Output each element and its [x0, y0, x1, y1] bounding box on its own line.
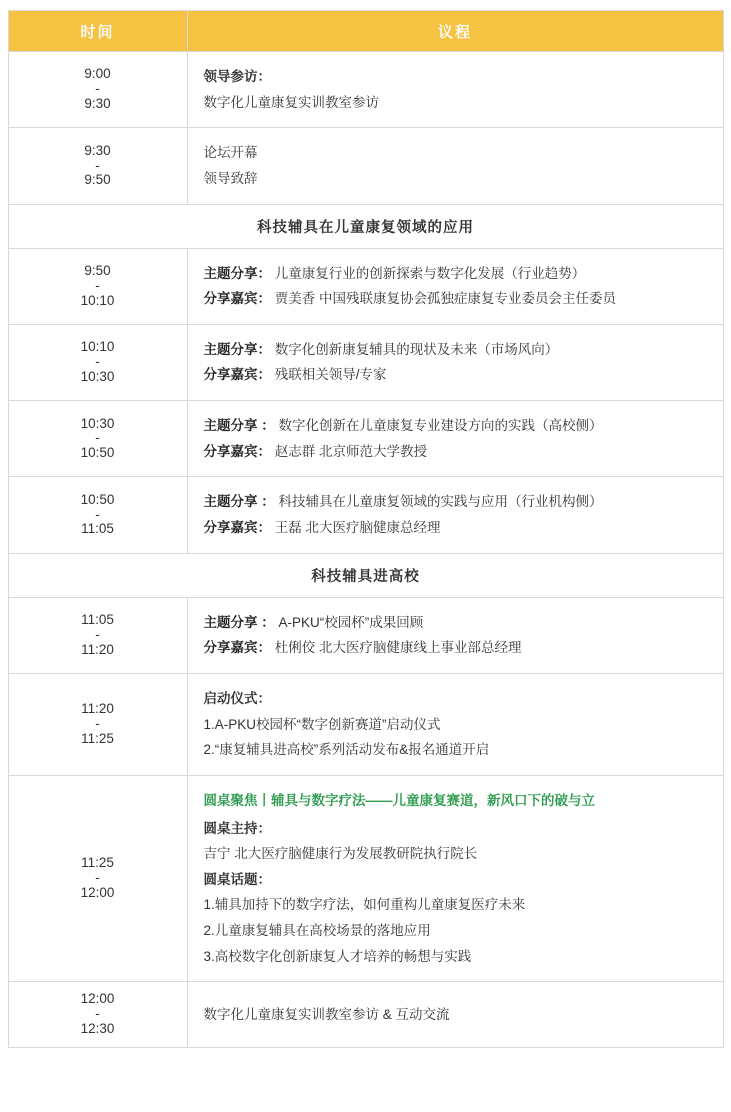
time-end: 10:30: [80, 368, 115, 384]
time-separator: -: [95, 506, 100, 522]
agenda-line: [204, 362, 707, 388]
time-start: 10:50: [80, 491, 115, 507]
time-start: 11:20: [81, 701, 114, 717]
agenda-cell: [187, 982, 723, 1048]
table-row: [8, 401, 723, 477]
table-row: [8, 673, 723, 775]
table-row: [8, 982, 723, 1048]
agenda-line-label: 分享嘉宾：: [203, 640, 271, 656]
agenda-line-label: 分享嘉宾：: [203, 291, 271, 307]
table-row: [8, 128, 723, 204]
agenda-line: [204, 413, 707, 439]
agenda-cell: [187, 597, 723, 673]
time-separator: -: [95, 277, 100, 293]
agenda-line-label: 分享嘉宾：: [203, 443, 271, 459]
time-end: 12:00: [80, 885, 115, 901]
agenda-line: [204, 635, 707, 661]
agenda-line-text: 残联相关领导/专家: [274, 367, 387, 383]
agenda-line: 圆桌话题：: [203, 871, 271, 887]
time-end: 9:50: [84, 172, 111, 188]
time-cell: [8, 673, 187, 775]
table-row: [8, 248, 723, 324]
time-start: 9:30: [84, 142, 111, 158]
time-cell: [8, 324, 187, 400]
agenda-line-text: 贾美香 中国残联康复协会孤独症康复专业委员会主任委员: [274, 291, 617, 307]
agenda-line: 启动仪式：: [203, 690, 271, 706]
agenda-line: 数字化儿童康复实训教室参访 & 互动交流: [203, 1006, 450, 1022]
time-start: 11:25: [81, 855, 114, 871]
agenda-line-text: A-PKU“校园杯”成果回顾: [278, 614, 424, 630]
agenda-line: [204, 337, 707, 363]
agenda-line-text: 王磊 北大医疗脑健康总经理: [274, 520, 441, 536]
time-start: 11:05: [81, 612, 114, 628]
table-row: [8, 52, 723, 128]
time-cell: [8, 128, 187, 204]
column-header-agenda: 议程: [187, 11, 723, 52]
table-row: [8, 775, 723, 981]
time-separator: -: [95, 81, 100, 97]
table-row: [8, 597, 723, 673]
agenda-line-label: 分享嘉宾：: [203, 520, 271, 536]
section-title: 科技辅具在儿童康复领域的应用: [8, 204, 723, 248]
agenda-line-label: 主题分享 ：: [203, 418, 275, 434]
agenda-line-label: 主题分享：: [203, 341, 271, 357]
agenda-line-label: 分享嘉宾：: [203, 367, 271, 383]
header-row: [8, 11, 723, 52]
time-separator: -: [95, 1006, 100, 1022]
time-end: 10:50: [80, 445, 115, 461]
time-start: 9:50: [84, 262, 111, 278]
agenda-line: 论坛开幕: [203, 145, 258, 161]
agenda-table: [8, 10, 724, 1048]
table-body: [8, 52, 723, 1048]
agenda-line: [204, 489, 707, 515]
time-end: 11:20: [81, 641, 114, 657]
time-separator: -: [95, 870, 100, 886]
agenda-line-text: 赵志群 北京师范大学教授: [274, 443, 428, 459]
section-row: [8, 553, 723, 597]
agenda-cell: [187, 477, 723, 553]
agenda-line: [204, 610, 707, 636]
time-end: 11:05: [81, 521, 114, 537]
time-cell: [8, 248, 187, 324]
agenda-line-text: 科技辅具在儿童康复领域的实践与应用（行业机构侧）: [278, 494, 603, 510]
agenda-line: 领导致辞: [203, 170, 258, 186]
table-row: [8, 477, 723, 553]
agenda-cell: [187, 401, 723, 477]
time-cell: [8, 401, 187, 477]
agenda-line-text: 数字化创新在儿童康复专业建设方向的实践（高校侧）: [278, 418, 603, 434]
time-separator: -: [95, 354, 100, 370]
agenda-line: [204, 261, 707, 287]
agenda-line: 2.“康复辅具进高校”系列活动发布&报名通道开启: [203, 742, 490, 758]
agenda-line: [204, 515, 707, 541]
agenda-line: 2.儿童康复辅具在高校场景的落地应用: [203, 923, 431, 939]
agenda-line: 1.A-PKU校园杯“数字创新赛道”启动仪式: [203, 716, 441, 732]
agenda-line-text: 杜俐佼 北大医疗脑健康线上事业部总经理: [274, 640, 522, 656]
agenda-cell: [187, 673, 723, 775]
time-end: 10:10: [80, 292, 115, 308]
time-cell: [8, 52, 187, 128]
agenda-line: 圆桌主持：: [203, 820, 271, 836]
column-header-time: 时间: [8, 11, 187, 52]
time-cell: [8, 597, 187, 673]
table-header: [8, 11, 723, 52]
agenda-cell: [187, 775, 723, 981]
agenda-line: 1.辅具加持下的数字疗法，如何重构儿童康复医疗未来: [203, 897, 526, 913]
agenda-line-label: 主题分享 ：: [203, 614, 275, 630]
agenda-line-label: 主题分享：: [203, 265, 271, 281]
agenda-line: 3.高校数字化创新康复人才培养的畅想与实践: [203, 948, 472, 964]
time-cell: [8, 477, 187, 553]
time-separator: -: [95, 430, 100, 446]
time-cell: [8, 982, 187, 1048]
agenda-line-text: 数字化创新康复辅具的现状及未来（市场风向）: [274, 341, 559, 357]
agenda-cell: [187, 248, 723, 324]
agenda-highlight-title: 圆桌聚焦丨辅具与数字疗法——儿童康复赛道，新风口下的破与立: [203, 792, 595, 808]
time-end: 12:30: [80, 1021, 115, 1037]
agenda-cell: [187, 324, 723, 400]
agenda-line: [204, 286, 707, 312]
time-separator: -: [95, 626, 100, 642]
agenda-cell: [187, 52, 723, 128]
time-separator: -: [95, 716, 100, 731]
time-end: 9:30: [84, 96, 111, 112]
time-start: 10:10: [80, 339, 115, 355]
time-start: 10:30: [80, 415, 115, 431]
time-separator: -: [95, 157, 100, 173]
section-row: [8, 204, 723, 248]
time-start: 12:00: [80, 991, 115, 1007]
agenda-line: [204, 439, 707, 465]
agenda-line: 吉宁 北大医疗脑健康行为发展教研院执行院长: [203, 846, 478, 862]
agenda-line-label: 主题分享 ：: [203, 494, 275, 510]
table-row: [8, 324, 723, 400]
agenda-line: 领导参访：: [203, 69, 271, 84]
time-cell: [8, 775, 187, 981]
time-end: 11:25: [81, 730, 114, 746]
agenda-cell: [187, 128, 723, 204]
time-start: 9:00: [84, 66, 111, 82]
agenda-line-text: 儿童康复行业的创新探索与数字化发展（行业趋势）: [274, 265, 586, 281]
section-title: 科技辅具进高校: [8, 553, 723, 597]
agenda-line: 数字化儿童康复实训教室参访: [203, 94, 379, 110]
